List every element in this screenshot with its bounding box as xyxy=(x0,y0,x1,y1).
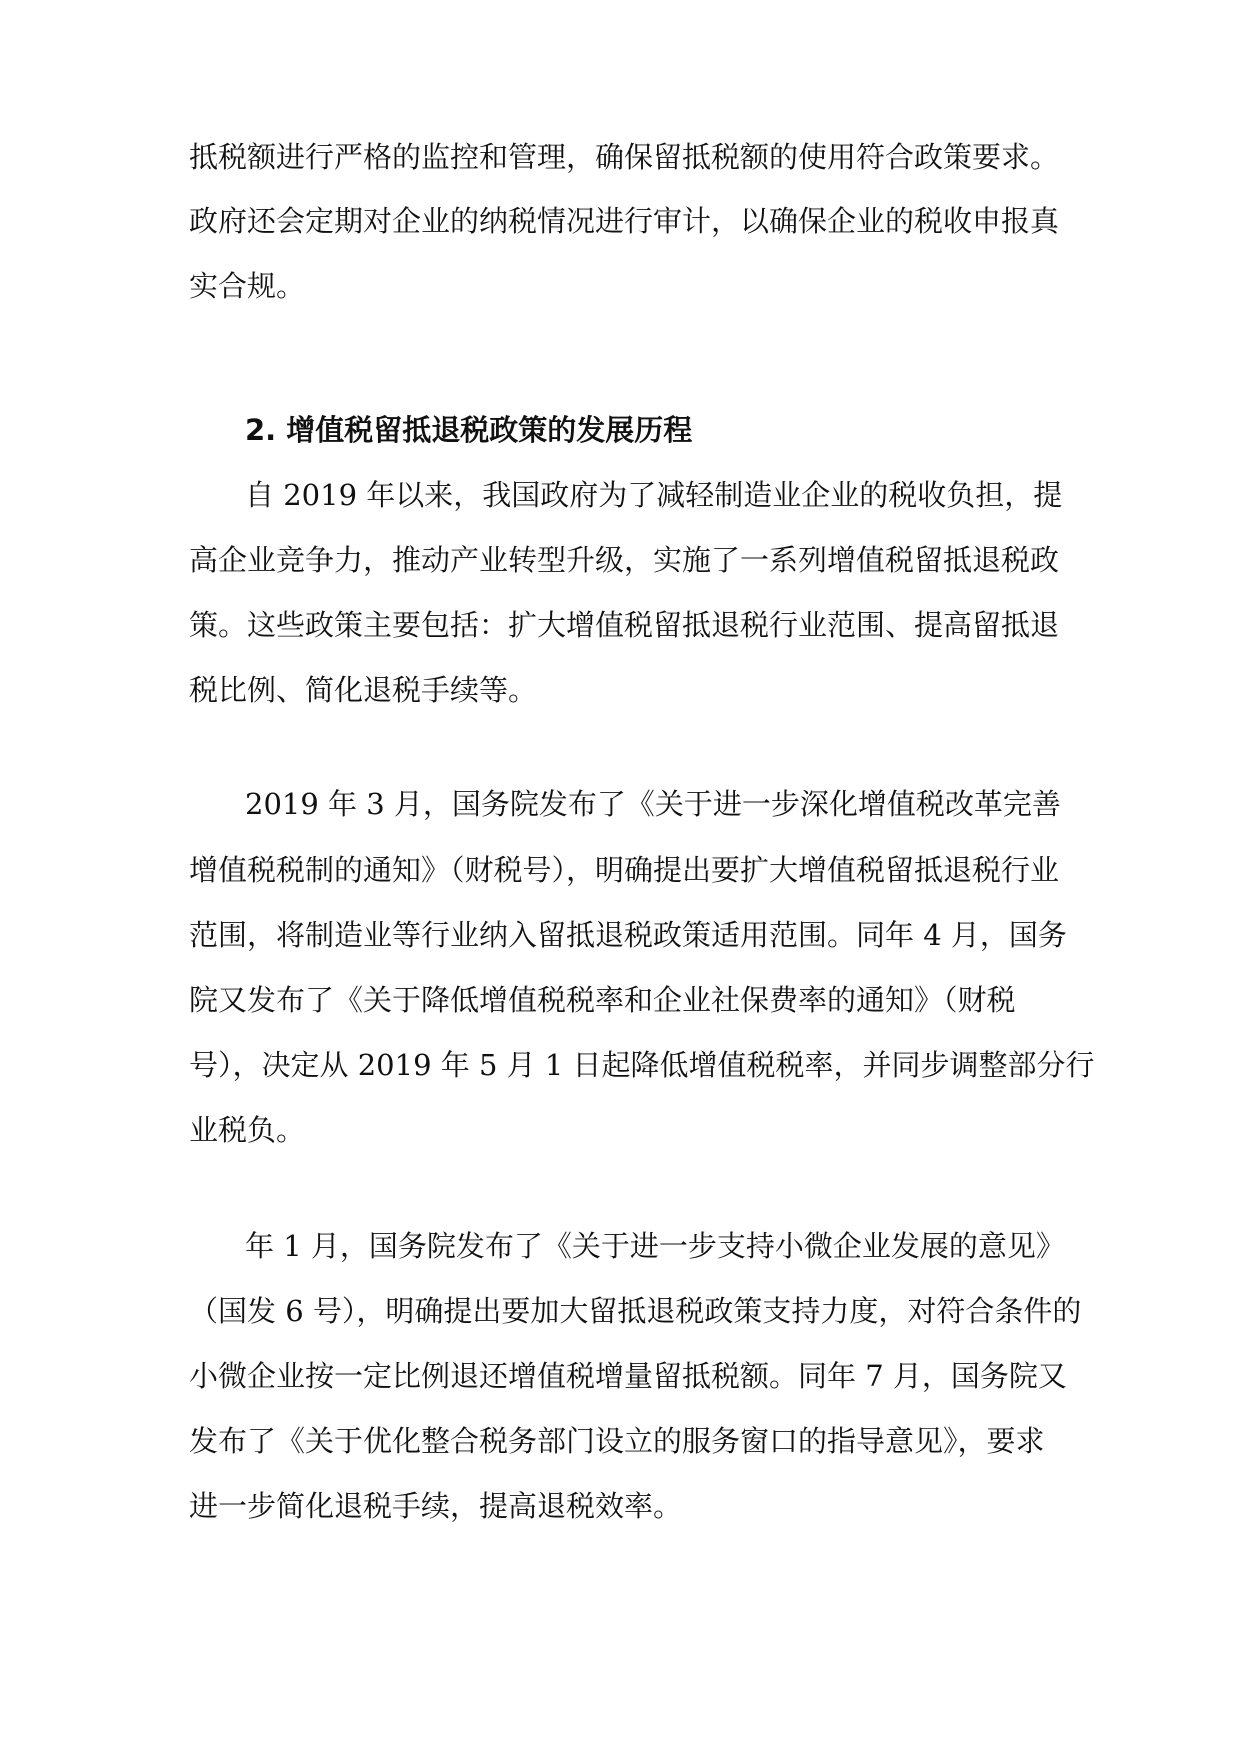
paragraph-1-line-4: 税比例、简化退税手续等。 xyxy=(189,673,538,707)
paragraph-2-line-4: 院又发布了《关于降低增值税税率和企业社保费率的通知》（财税 xyxy=(189,983,1016,1017)
paragraph-2-line-6: 业税负。 xyxy=(189,1113,306,1147)
continuation-line-2: 政府还会定期对企业的纳税情况进行审计，以确保企业的税收申报真 xyxy=(189,204,1060,238)
paragraph-2-line-5: 号），决定从 2019 年 5 月 1 日起降低增值税税率，并同步调整部分行 xyxy=(189,1048,1095,1082)
paragraph-2-line-1: 2019 年 3 月，国务院发布了《关于进一步深化增值税改革完善 xyxy=(245,787,1061,821)
paragraph-1-line-2: 高企业竞争力，推动产业转型升级，实施了一系列增值税留抵退税政 xyxy=(189,543,1060,577)
paragraph-1-line-1: 自 2019 年以来，我国政府为了减轻制造业企业的税收负担，提 xyxy=(245,478,1063,512)
continuation-line-3: 实合规。 xyxy=(189,269,306,303)
paragraph-3-line-5: 进一步简化退税手续，提高退税效率。 xyxy=(189,1489,683,1523)
paragraph-2-line-3: 范围，将制造业等行业纳入留抵退税政策适用范围。同年 4 月，国务 xyxy=(189,918,1067,952)
paragraph-2-line-2: 增值税税制的通知》（财税号），明确提出要扩大增值税留抵退税行业 xyxy=(189,853,1060,887)
paragraph-3-line-1: 年 1 月，国务院发布了《关于进一步支持小微企业发展的意见》 xyxy=(245,1229,1065,1263)
paragraph-3-line-3: 小微企业按一定比例退还增值税增量留抵税额。同年 7 月，国务院又 xyxy=(189,1359,1067,1393)
paragraph-3-line-2: （国发 6 号），明确提出要加大留抵退税政策支持力度，对符合条件的 xyxy=(189,1294,1082,1328)
continuation-line-1: 抵税额进行严格的监控和管理，确保留抵税额的使用符合政策要求。 xyxy=(189,140,1060,174)
section-heading: 2. 增值税留抵退税政策的发展历程 xyxy=(245,413,693,447)
paragraph-3-line-4: 发布了《关于优化整合税务部门设立的服务窗口的指导意见》，要求 xyxy=(189,1424,1045,1458)
paragraph-1-line-3: 策。这些政策主要包括：扩大增值税留抵退税行业范围、提高留抵退 xyxy=(189,608,1060,642)
